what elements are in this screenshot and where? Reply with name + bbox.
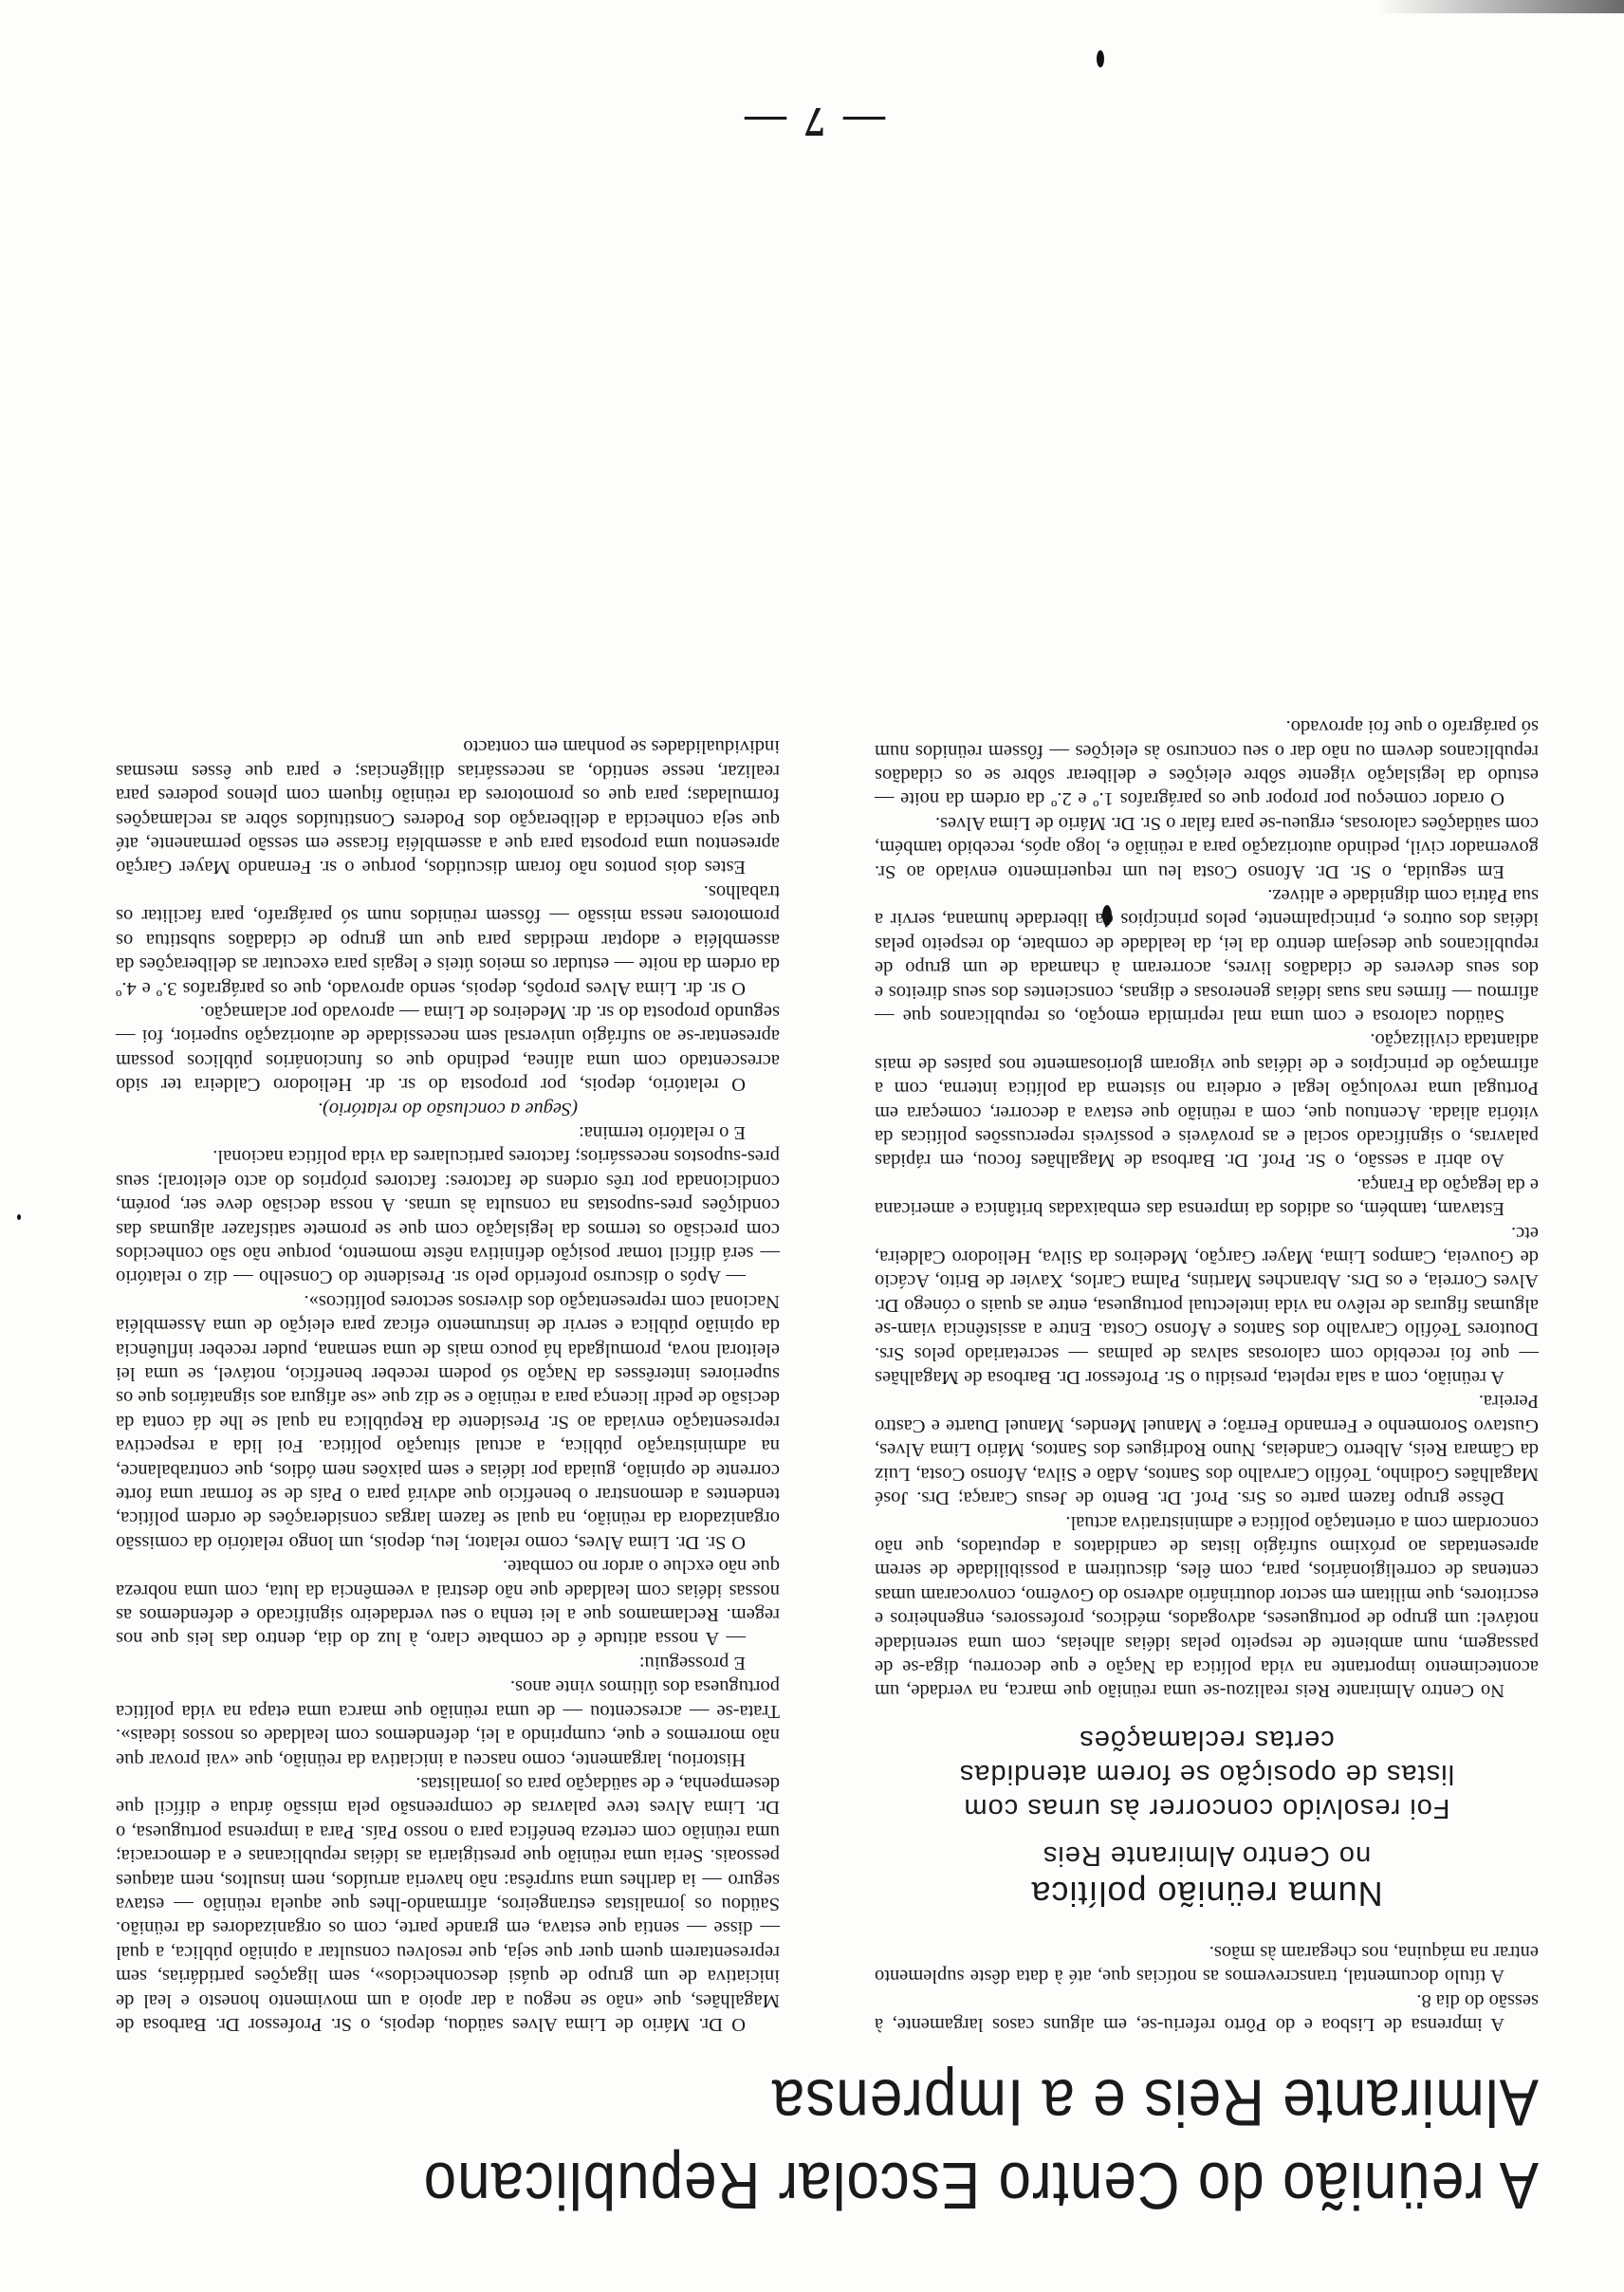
article-paragraph: — A nossa atitude é de combate claro, à luz do dia, dentro das leis que nos regem. Reclamamos que a lei tenha o seu verdadeiro significado e defendemos as nossas idéias com lealdade que não destrai a veemência da luta, com uma nobreza que não exclue o ardor no combate. (116, 1556, 780, 1650)
closing-paragraph: O relatório, depois, por proposta do sr. dr. Heliodoro Caldeira ter sido acrescentado com uma alínea, pedindo que os funcionários públicos possam apresentar-se ao sufrágio universal sem necessidade de autorização superior, foi — segundo proposta do sr. dr. Medeiros de Lima — aprovado por aclamação. (116, 1001, 780, 1096)
column-right (116, 734, 780, 2036)
intro-paragraph: A título documental, transcrevemos as notícias que, até à data dêste suplemento entrar na máquina, nos chegaram às mãos. (875, 1941, 1539, 1987)
closing-paragraph: Estes dois pontos não foram discutidos, porque o sr. Fernando Mayer Garção apresentou uma proposta para que a assembléia ficasse em sessão permanente, até que seja conhecida a deliberação dos Poderes Constituídos sôbre as reclamações formuladas; para que os promotores da reünião fiquem com plenos poderes para realizar, nesse sentido, as necessárias diligências; e para que êsses mesmas individualidades se ponham em contacto (116, 736, 780, 878)
headline-line: Foi resolvido concorrer às urnas com (963, 1793, 1450, 1824)
article-paragraph: A reünião, com a sala repleta, presidiu o Sr. Professor Dr. Barbosa de Magalhães — que foi recebido com calorosas salvas de palmas — secretariado pelos Srs. Doutores Teófilo Carvalho dos Santos e Afonso Costa. Entre a assistência viam-se algumas figuras de relêvo na vida intelectual portuguesa, entre as quais o cónego Dr. Alves Correia, e os Drs. Abranches Martins, Palma Carlos, Xavier de Brito, Acácio de Gouveia, Campos Lima, Mayer Garção, Medeiros da Silva, Heliodoro Caldeira, etc. (875, 1222, 1539, 1389)
page-title-line: A reünião do Centro Escolar Republicano (422, 2148, 1539, 2222)
column-left (875, 714, 1539, 2036)
article-paragraph: No Centro Almirante Reis realizou-se uma reünião que marca, na verdade, um acontecimento importante na vida política da Nação e que decorreu, diga-se de passagem, num ambiente de respeito pelas idéias alheias, com uma serenidade notável: um grupo de portugueses, advogados, médicos, professores, engenheiros e escritores, que militam em sector doutrinário adverso do Govêrno, convocaram umas centenas de correligionários, para, com êles, discutirem a possibilidade de serem apresentadas ao próximo sufrágio listas de candidatos a deputados, que não concordam com a orientação política e administrativa actual. (875, 1511, 1539, 1702)
continued-note: (Segue a conclusão do relatório). (317, 1098, 579, 1119)
article-paragraph: Em seguida, o Sr. Dr. Afonso Costa leu um requerimento enviado ao Sr. governador civil, pedindo autorização para a reünião e, logo após, recebido também, com saüdações calorosas, ergueu-se para falar o Sr. Dr. Mário de Lima Alves. (875, 812, 1539, 882)
page-title-line: Almirante Reis e a Imprensa (770, 2064, 1539, 2139)
article-paragraph: O Sr. Dr. Lima Alves, como relator, leu, depois, um longo relatório da comissão organizadora da reünião, na qual se fazem largas considerações de ordem política, tendentes a demonstrar o benefício que advirá para o País de se formar uma forte corrente de opinião, guiada por idéias e sem paixões nem ódios, que contrabalance, na administração pública, a actual situação política. Foi lida a respectiva representação enviada ao Sr. Presidente da República na qual se lhe dá conta da decisão de pedir licença para a reünião e se diz que «se afigura aos signatários que os superiores interêsses da Nação só podem receber benefício, notável, se uma lei eleitoral nova, promulgada há pouco mais de uma semana, puder receber influência da opinião pública e servir de instrumento eficaz para eleição de uma Assembléia Nacional com representação dos diversos sectores políticos». (116, 1290, 780, 1553)
headline-line: certas reclamações (1079, 1725, 1335, 1756)
article-paragraph: Ao abrir a sessão, o Sr. Prof. Dr. Barbosa de Magalhães focou, em rápidas palavras, o significado social e as prováveis e possíveis repercussões políticas da vitória aliada. Acentuou que, com a reünião que estava a decorrer, começara em Portugal uma revolução legal e ordeira no sistema da política interna, com a afirmação de princípios e de idéias que vigoram gloriosamente nos países de mais adiantada civilização. (875, 1029, 1539, 1172)
article-paragraph: O Dr. Mário de Lima Alves saüdou, depois, o Sr. Professor Dr. Barbosa de Magalhães, que «não se negou a dar apoio a um movimento honesto e leal de iniciativa de um grupo de quási desconhecidos», sem ligações partidárias, sem representarem quem quer que seja, que resolveu consultar a opinião pública, a qual — disse — sentia que estava, em grande parte, com os organizadores da reünião. Saüdou os jornalistas estrangeiros, afirmando-lhes que aquela reünião — estava seguro — ia darlhes uma surprêsa: não haveria arruídos, nem insultos, nem ataques pessoais. Seria uma reünião que prestigiaria as idéias republicanas e a democracia; uma reünião com certeza benéfica para o nosso País. Para a imprensa portuguesa, o Dr. Lima Alves teve palavras de compreensão pela missão árdua e difícil que desempenha, e de saüdação para os jornalistas. (116, 1772, 780, 2035)
article-paragraph: — Após o discurso proferido pelo sr. Presidente do Conselho — diz o relatório — será difícil tomar posição definitiva nêste momento, porque não são conhecidos com precisão os termos da legislação com que se promete satisfazer algumas das condições pres-supostas na consulta às urnas. A nossa decisão deve ser, porém, condicionada por três ordens de factores: factores próprios do acto eleitoral; seus pres-supostos necessários; factores particulares da vida política nacional. (116, 1146, 780, 1288)
article-paragraph: Historiou, largamente, como nasceu a iniciativa da reünião, que «vai provar que não morremos e que, cumprindo a lei, defendemos com lealdade os nossos ideais». Trata-se — acrescentou — de uma reünião que marca uma etapa na vida política portuguesa dos últimos vinte anos. (116, 1676, 780, 1770)
intro-paragraph: A imprensa de Lisboa e do Pôrto referiu-se, em alguns casos largamente, à sessão do dia 8. (875, 1989, 1539, 2035)
scan-edge-shadow (1377, 0, 1624, 13)
article-paragraph: E prosseguiu: (638, 1652, 746, 1673)
scan-speck (1097, 50, 1104, 67)
headline-line: no Centro Almirante Reis (1042, 1840, 1372, 1872)
headline-line: listas de oposição se forem atendidas (958, 1759, 1455, 1790)
page-title (97, 2060, 1539, 2226)
page-number: — 7 — (741, 99, 885, 145)
scan-speck (17, 1214, 21, 1220)
article-paragraph: O orador começou por propor que os parágrafos 1.º e 2.º da ordem da noite — estudo da legislação vigente sôbre eleições e deliberar sôbre se os cidadãos republicanos devem ou não dar o seu concurso às eleições — fôssem reünidos num só parágrafo o que foi aprovado. (875, 716, 1539, 810)
article-headline (875, 1723, 1539, 1914)
closing-paragraph: O sr. dr. Lima Alves propôs, depois, sendo aprovado, que os parágrafos 3.º e 4.º da ordem da noite — estudar os meios úteis e legais para executar as deliberações da assembléia e adoptar medidas para que um grupo de cidadãos substitua os promotores nessa missão — fôssem reünidos num só parágrafo, para facilitar os trabalhos. (116, 880, 780, 999)
article-paragraph: Saüdou calorosa e com uma mal reprimida emoção, os republicanos que — afirmou — firmes nas suas idéias generosas e dignas, conscientes dos seus direitos e dos seus deveres de cidadãos livres, acorreram à chamada de um grupo de republicanos que desejam dentro da lei, da lealdade de combate, do respeito pelas idéias dos outros e, principalmente, pelos princípios da liberdade humana, servir a sua Pátria com dignidade e altivez. (875, 884, 1539, 1026)
article-paragraph: Estavam, também, os adidos da imprensa das embaixadas britânica e americana e da legação da França. (875, 1174, 1539, 1220)
headline-line: Numa reünião política (1030, 1875, 1383, 1914)
article-paragraph: Dêsse grupo fazem parte os Srs. Prof. Dr. Bento de Jesus Caraça; Drs. José Magalhães Godinho, Teófilo Carvalho dos Santos, Adão e Silva, Afonso Costa, Luiz da Câmara Reis, Alberto Candeias, Nuno Rodrigues dos Santos, Mário Lima Alves, Gustavo Soromenho e Fernando Ferrão; e Manuel Mendes, Manuel Duarte e Castro Pereira. (875, 1391, 1539, 1509)
article-paragraph: E o relatório termina: (579, 1121, 746, 1143)
